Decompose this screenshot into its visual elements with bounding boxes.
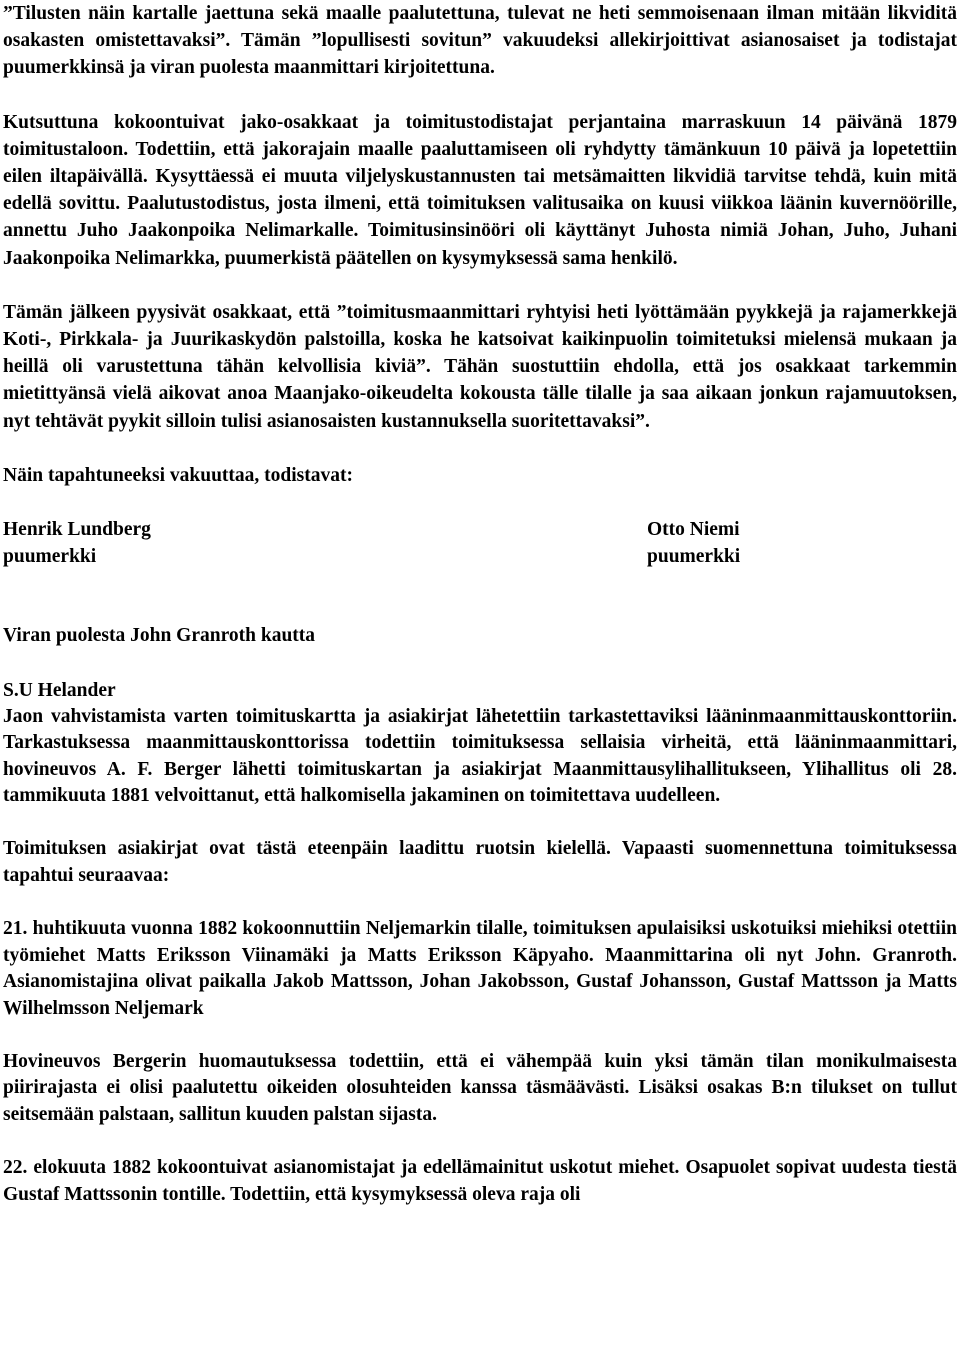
paragraph-spacer <box>3 272 957 299</box>
paragraph-meeting-april-1882: 21. huhtikuuta vuonna 1882 kokoonnuttiin Neljemarkin tilalle, toimituksen apulaisiksi uskotuiksi miehiksi otettiin työmiehet Matts Eriksson Viinamäki ja Matts Eriksson Käpyaho. Maanmittarina oli nyt John. Granroth. Asianomistajina olivat paikalla Jakob Mattsson, Johan Jakobsson, Gustaf Johansson, Gustaf Mattsson ja Matts Wilhelmsson Neljemark <box>3 918 957 1019</box>
paragraph-meeting-1879: Kutsuttuna kokoontuivat jako-osakkaat ja toimitustodistajat perjantaina marraskuun 14 päivänä 1879 toimitustaloon. Todettiin, että jakorajain maalle paaluttamiseen oli ryhdytty tämänkuun 10 päivä ja lopetettiin eilen iltapäivällä. Kysyttäessä ei muuta viljelyskustannusten tai metsämaitten likvidiä tarvitse tehdä, kuin mitä edellä sovittu. Paalutustodistus, josta ilmeni, että toimituksen valitusaika on kuusi viikkoa läänin kuvernöörille, annettu Juho Jaakonpoika Nelimarkalle. Toimitusinsinööri oli käyttänyt Juhosta nimiä Johan, Juho, Juhani Jaakonpoika Nelimarkka, puumerkistä päätellen on kysymyksessä sama henkilö. <box>3 111 957 269</box>
paragraph-spacer <box>3 489 957 516</box>
paragraph-confirmation: Jaon vahvistamista varten toimituskartta ja asiakirjat lähetettiin tarkastettaviksi lääninmaanmittauskonttoriin. Tarkastuksessa maanmittauskonttorissa todettiin toimituksessa sellaisia virheitä, että lääninmaanmittari, hovineuvos A. F. Berger lähetti toimituskartan ja asiakirjat Maanmittausylihallitukseen, Ylihallitus oli 28. tammikuuta 1881 velvoittanut, että halkomisella jakaminen on toimitettava uudelleen. <box>3 705 957 807</box>
witness-right-mark: puumerkki <box>647 546 741 568</box>
paragraph-spacer <box>3 650 957 677</box>
paragraph-spacer <box>3 435 957 462</box>
paragraph-boundary-marks: Tämän jälkeen pyysivät osakkaat, että ”toimitusmaanmittari ryhtyisi heti lyöttämään pyykkejä ja rajamerkkejä Koti-, Pirkkala- ja Juurikaskydön palstoilla, koska he katsoivat kaikinpuolin toimitetuksi mielensä mukaan ja heillä oli varustettuna tähän kelvollisia kiviä”. Tähän suostuttiin ehdolla, että jos osakkaat tarkemmin mietittyänsä vielä aikovat anoa Maanjako-oikeudelta kokousta tälle tilalle ja saa aikaan jonkun rajamuutoksen, nyt tehtävät pyykit silloin tulisi asianosaisten kustannuksella suoritettavaksi”. <box>3 301 957 432</box>
witness-left-mark: puumerkki <box>3 546 97 568</box>
paragraph-official-capacity: Viran puolesta John Granroth kautta <box>3 625 316 647</box>
document-page <box>3 0 957 1208</box>
surveyor-signature: S.U Helander <box>3 679 116 701</box>
witness-left-name: Henrik Lundberg <box>3 519 151 541</box>
witness-right <box>647 516 957 570</box>
witness-left <box>3 516 151 570</box>
paragraph-swedish-records: Toimituksen asiakirjat ovat tästä eteenpäin laadittu ruotsin kielellä. Vapaasti suomennettuna toimituksessa tapahtui seuraavaa: <box>3 838 957 886</box>
paragraph-spacer <box>3 889 957 916</box>
paragraph-spacer <box>3 82 957 109</box>
paragraph-berger-remark: Hovineuvos Bergerin huomautuksessa todettiin, että ei vähempää kuin yksi tämän tilan monikulmaisesta piirirajasta ei olisi paalutettu oikeiden olosuhteiden kanssa täsmäävästi. Lisäksi osakas B:n tilukset on tullut seitsemään palstaan, sallitun kuuden palstan sijasta. <box>3 1050 957 1125</box>
paragraph-spacer <box>3 1022 957 1049</box>
paragraph-spacer <box>3 570 957 622</box>
paragraph-agreement: ”Tilusten näin kartalle jaettuna sekä maalle paalutettuna, tulevat ne heti semmoisenaan ilman mitään likviditä osakasten omistettavaksi”. Tämän ”lopullisesti sovitun” vakuudeksi allekirjoittivat asianosaiset ja todistajat puumerkkinsä ja viran puolesta maanmittari kirjoitettuna. <box>3 3 957 79</box>
paragraph-attestation: Näin tapahtuneeksi vakuuttaa, todistavat: <box>3 464 353 486</box>
paragraph-spacer <box>3 1128 957 1155</box>
paragraph-meeting-august-1882: 22. elokuuta 1882 kokoontuivat asianomistajat ja edellämainitut uskotut miehet. Osapuolet sopivat uudesta tiestä Gustaf Mattssonin tontille. Todettiin, että kysymyksessä oleva raja oli <box>3 1157 957 1205</box>
witness-right-name: Otto Niemi <box>647 519 740 541</box>
paragraph-spacer <box>3 809 957 836</box>
witness-signatures <box>3 516 957 570</box>
